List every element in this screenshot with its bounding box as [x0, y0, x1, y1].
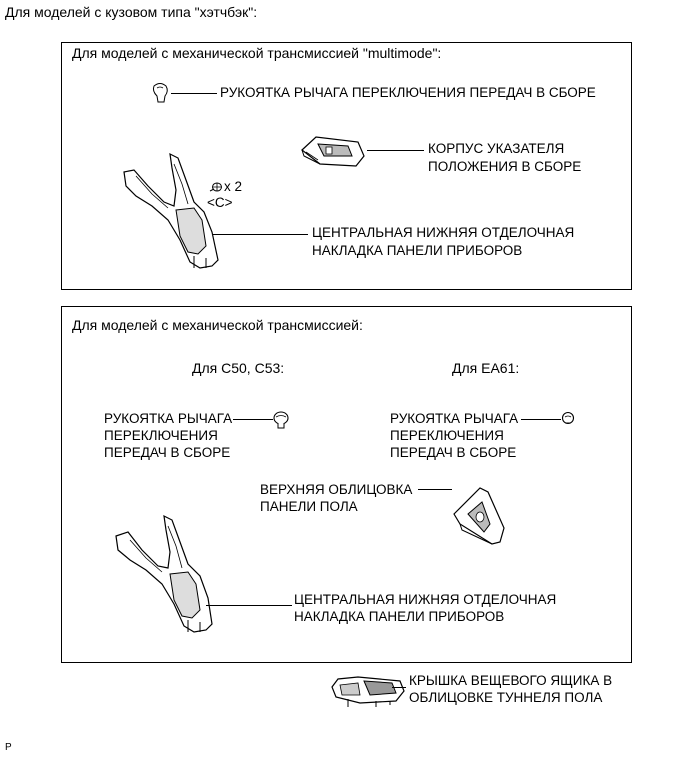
section-multimode-title: Для моделей с механической трансмиссией "multimode": — [72, 45, 442, 61]
corner-mark: P — [5, 742, 12, 753]
console-box-lid-icon — [330, 673, 406, 709]
center-panel-icon-2 — [108, 512, 224, 638]
leader-knob-ea61 — [521, 419, 561, 420]
shift-knob-c50-icon — [272, 411, 290, 429]
label-indicator-l2: ПОЛОЖЕНИЯ В СБОРЕ — [428, 159, 582, 174]
label-knob-ea61-l3: ПЕРЕДАЧ В СБОРЕ — [390, 445, 517, 460]
column-title-ea61: Для EA61: — [452, 360, 520, 376]
leader-center-panel-1 — [212, 234, 308, 235]
column-title-c50: Для C50, C53: — [192, 360, 285, 376]
page-header: Для моделей с кузовом типа "хэтчбэк": — [5, 4, 258, 20]
section-manual-title: Для моделей с механической трансмиссией: — [72, 317, 363, 333]
shift-knob-ea61-icon — [560, 411, 576, 427]
label-knob-ea61-l1: РУКОЯТКА РЫЧАГА — [390, 411, 519, 426]
label-console-lid-l2: ОБЛИЦОВКЕ ТУННЕЛЯ ПОЛА — [409, 690, 603, 705]
label-knob-c50-l1: РУКОЯТКА РЫЧАГА — [104, 411, 233, 426]
indicator-housing-icon — [298, 134, 368, 170]
label-center-panel-1-l1: ЦЕНТРАЛЬНАЯ НИЖНЯЯ ОТДЕЛОЧНАЯ — [312, 225, 575, 240]
label-screw-code: <C> — [207, 195, 233, 210]
label-shift-knob: РУКОЯТКА РЫЧАГА ПЕРЕКЛЮЧЕНИЯ ПЕРЕДАЧ В СБОРЕ — [220, 85, 596, 100]
label-knob-c50-l2: ПЕРЕКЛЮЧЕНИЯ — [104, 428, 218, 443]
floor-bezel-icon — [452, 484, 512, 546]
label-indicator-l1: КОРПУС УКАЗАТЕЛЯ — [428, 141, 565, 156]
label-knob-ea61-l2: ПЕРЕКЛЮЧЕНИЯ — [390, 428, 504, 443]
label-center-panel-1-l2: НАКЛАДКА ПАНЕЛИ ПРИБОРОВ — [312, 243, 523, 258]
label-screw-qty: x 2 — [224, 179, 243, 194]
label-bezel-l1: ВЕРХНЯЯ ОБЛИЦОВКА — [260, 482, 413, 497]
label-knob-c50-l3: ПЕРЕДАЧ В СБОРЕ — [104, 445, 231, 460]
shift-knob-icon — [150, 82, 172, 106]
leader-console-lid — [392, 687, 406, 688]
label-bezel-l2: ПАНЕЛИ ПОЛА — [260, 499, 358, 514]
center-panel-icon-1 — [116, 150, 226, 275]
label-console-lid-l1: КРЫШКА ВЕЩЕВОГО ЯЩИКА В — [409, 673, 613, 688]
label-center-panel-2-l1: ЦЕНТРАЛЬНАЯ НИЖНЯЯ ОТДЕЛОЧНАЯ — [294, 592, 557, 607]
leader-knob-c50 — [233, 419, 273, 420]
leader-indicator — [367, 150, 424, 151]
leader-shift-knob — [171, 93, 217, 94]
label-center-panel-2-l2: НАКЛАДКА ПАНЕЛИ ПРИБОРОВ — [294, 609, 505, 624]
leader-bezel — [418, 489, 452, 490]
leader-center-panel-2 — [206, 605, 292, 606]
